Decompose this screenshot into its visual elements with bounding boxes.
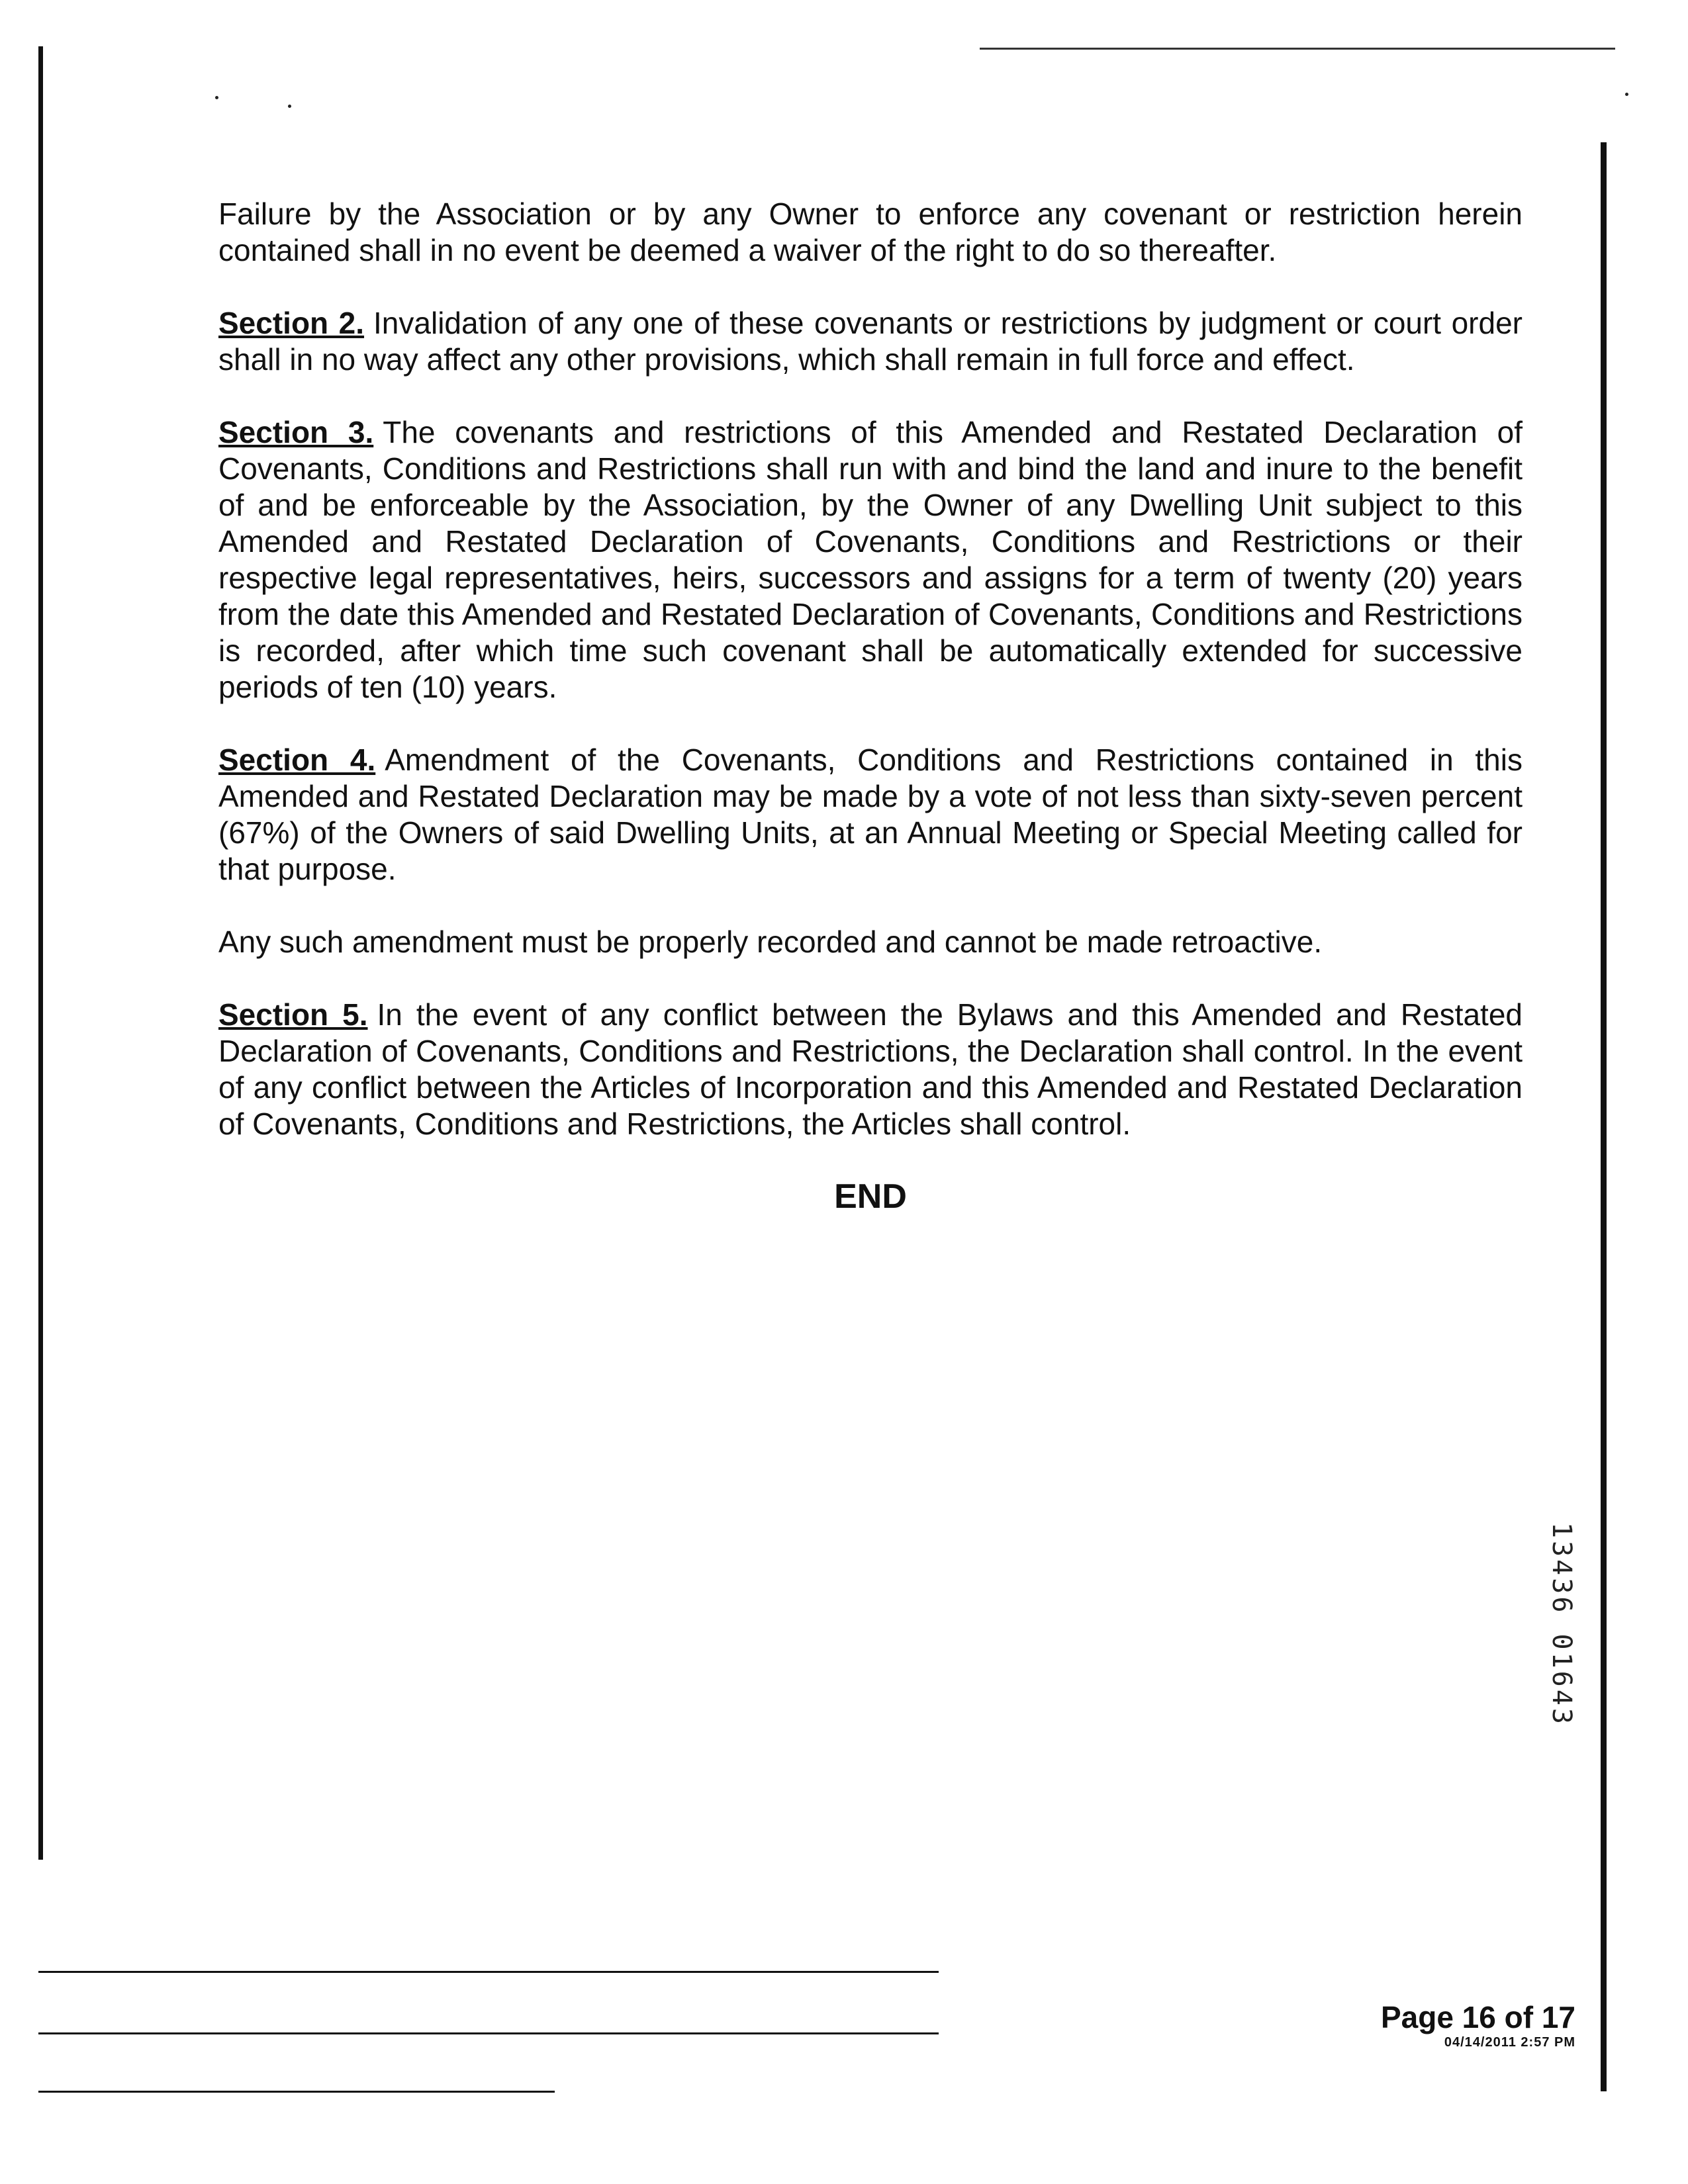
print-timestamp: 04/14/2011 2:57 PM	[1444, 2035, 1575, 2050]
scan-bottom-rule	[38, 2032, 939, 2034]
section-label: Section 2.	[218, 306, 365, 340]
section-label: Section 5.	[218, 997, 368, 1032]
paragraph-section-3	[218, 414, 1523, 705]
scan-bottom-rule	[38, 2091, 555, 2093]
scan-speck	[288, 105, 291, 108]
page-footer	[1297, 2000, 1575, 2050]
section-label: Section 4.	[218, 743, 376, 777]
scan-speck	[215, 96, 218, 99]
document-body	[218, 196, 1523, 1215]
paragraph-text: In the event of any conflict between the Bylaws and this Amended and Restated Declaration of Covenants, Conditions and Restrictions, the Declaration shall control. In the event of any conflict between the Articles of Incorporation and this Amended and Restated Declaration of Covenants, Conditions and Restrictions, the Articles shall control.	[218, 997, 1523, 1141]
paragraph-amendment-recording	[218, 924, 1523, 960]
scan-bottom-rule	[38, 1971, 939, 1973]
paragraph-text: Amendment of the Covenants, Conditions and Restrictions contained in this Amended and Restated Declaration may be made by a vote of not less than sixty-seven percent (67%) of the Owners of said Dwelling Units, at an Annual Meeting or Special Meeting called for that purpose.	[218, 743, 1523, 886]
end-marker: END	[834, 1177, 907, 1216]
paragraph-section-4	[218, 742, 1523, 887]
paragraph-text: The covenants and restrictions of this Amended and Restated Declaration of Covenants, Conditions and Restrictions shall run with and bind the land and inure to the benefit of and be enforceable by the Association, by the Owner of any Dwelling Unit subject to this Amended and Restated Declaration of Covenants, Conditions and Restrictions or their respective legal representatives, heirs, successors and assigns for a term of twenty (20) years from the date this Amended and Restated Declaration of Covenants, Conditions and Restrictions is recorded, after which time such covenant shall be automatically extended for successive periods of ten (10) years.	[218, 415, 1523, 704]
paragraph-section-5	[218, 997, 1523, 1142]
page-number: Page 16 of 17	[1380, 2000, 1575, 2034]
section-label: Section 3.	[218, 415, 374, 449]
scan-right-edge	[1601, 142, 1607, 2091]
paragraph-failure-to-enforce	[218, 196, 1523, 269]
scan-left-edge	[38, 46, 43, 1860]
paragraph-text: Any such amendment must be properly recorded and cannot be made retroactive.	[218, 925, 1323, 959]
recording-stamp-number: 13436 01643	[1546, 1522, 1577, 1727]
paragraph-text: Invalidation of any one of these covenants or restrictions by judgment or court order shall in no way affect any other provisions, which shall remain in full force and effect.	[218, 306, 1523, 377]
scan-speck	[1625, 93, 1628, 96]
paragraph-section-2	[218, 305, 1523, 378]
paragraph-text: Failure by the Association or by any Owner to enforce any covenant or restriction herein contained shall in no event be deemed a waiver of the right to do so thereafter.	[218, 197, 1523, 267]
scan-top-rule	[980, 48, 1615, 50]
